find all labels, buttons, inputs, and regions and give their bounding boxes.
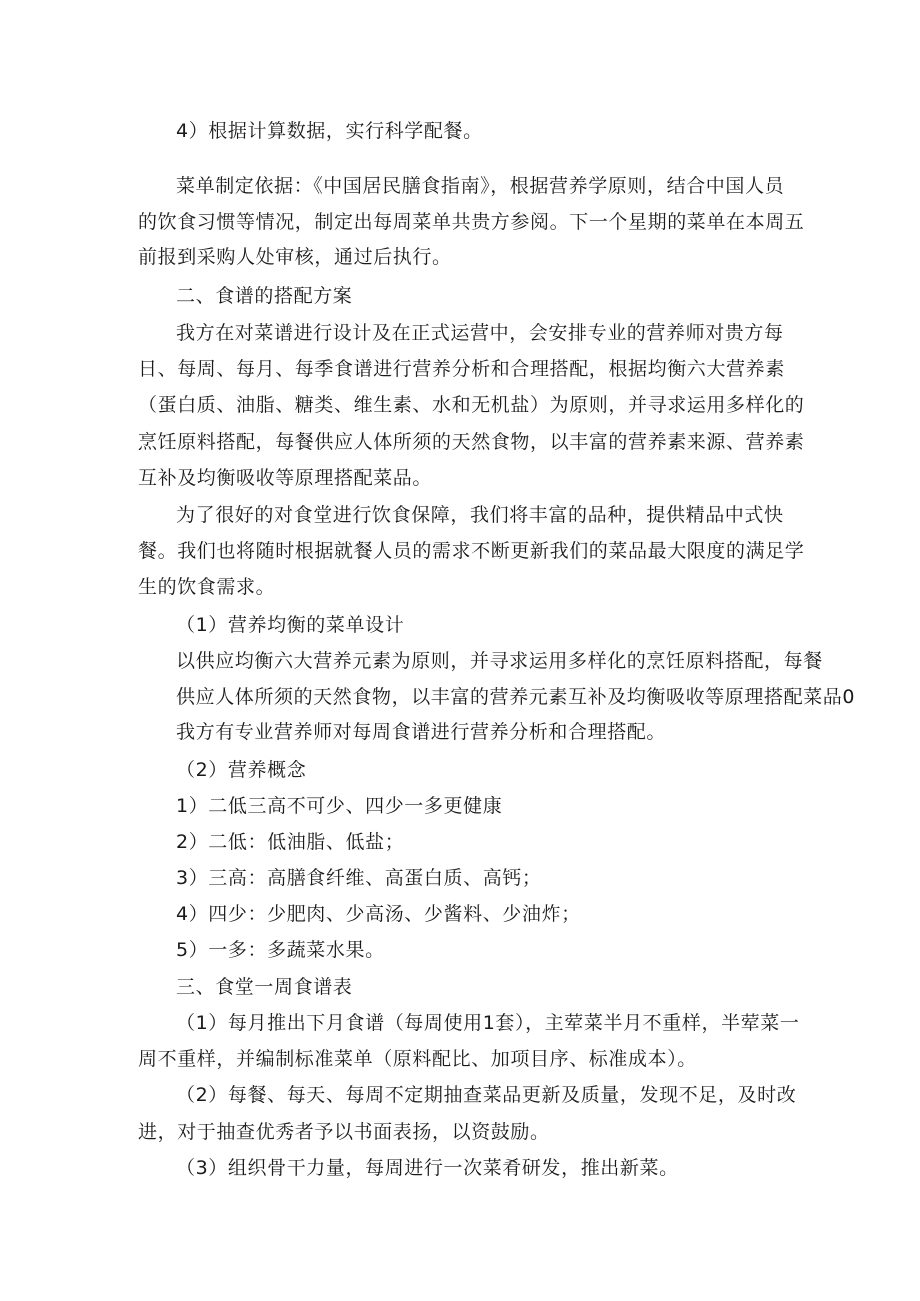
text-line: 生的饮食需求。: [138, 576, 276, 598]
list-item: 2）二低：低油脂、低盐；: [176, 831, 405, 853]
subsection-heading: （1）营养均衡的菜单设计: [176, 614, 405, 636]
text-line: 以供应均衡六大营养元素为原则，并寻求运用多样化的烹饪原料搭配，每餐: [176, 650, 823, 672]
section-heading: 三、食堂一周食谱表: [176, 976, 353, 998]
text-line: 日、每周、每月、每季食谱进行营养分析和合理搭配，根据均衡六大营养素: [138, 358, 785, 380]
text-line: （2）每餐、每天、每周不定期抽查菜品更新及质量，发现不足，及时改: [176, 1084, 797, 1106]
section-heading: 二、食谱的搭配方案: [176, 285, 353, 307]
list-item: 3）三高：高膳食纤维、高蛋白质、高钙；: [176, 867, 542, 889]
text-line: 4）根据计算数据，实行科学配餐。: [176, 120, 483, 142]
list-item: 1）二低三高不可少、四少一多更健康: [176, 795, 503, 817]
text-line: 的饮食习惯等情况，制定出每周菜单共贵方参阅。下一个星期的菜单在本周五: [138, 211, 805, 233]
text-line: （3）组织骨干力量，每周进行一次菜肴研发，推出新菜。: [176, 1157, 679, 1179]
text-line: 烹饪原料搭配，每餐供应人体所须的天然食物，以丰富的营养素来源、营养素: [138, 431, 805, 453]
text-line: 我方在对菜谱进行设计及在正式运营中，会安排专业的营养师对贵方每: [176, 322, 784, 344]
text-line: 菜单制定依据：《中国居民膳食指南》，根据营养学原则，结合中国人员: [176, 175, 785, 197]
text-line: 前报到采购人处审核，通过后执行。: [138, 246, 452, 268]
list-item: 5）一多：多蔬菜水果。: [176, 939, 385, 961]
text-line: 餐。我们也将随时根据就餐人员的需求不断更新我们的菜品最大限度的满足学: [138, 540, 805, 562]
text-line: 我方有专业营养师对每周食谱进行营养分析和合理搭配。: [176, 721, 667, 743]
list-item: 4）四少：少肥肉、少高汤、少酱料、少油炸；: [176, 903, 581, 925]
text-line: （1）每月推出下月食谱（每周使用1套），主荤菜半月不重样，半荤菜一: [176, 1012, 800, 1034]
text-line: 互补及均衡吸收等原理搭配菜品。: [138, 467, 433, 489]
subsection-heading: （2）营养概念: [176, 759, 307, 781]
text-line: （蛋白质、油脂、糖类、维生素、水和无机盐）为原则，并寻求运用多样化的: [138, 394, 805, 416]
text-line: 周不重样，并编制标准菜单（原料配比、加项目序、标准成本）。: [138, 1048, 697, 1070]
text-line: 供应人体所须的天然食物，以丰富的营养元素互补及均衡吸收等原理搭配菜品0: [176, 686, 856, 708]
text-line: 进，对于抽查优秀者予以书面表扬，以资鼓励。: [138, 1121, 550, 1143]
text-line: 为了很好的对食堂进行饮食保障，我们将丰富的品种，提供精品中式快: [176, 504, 784, 526]
